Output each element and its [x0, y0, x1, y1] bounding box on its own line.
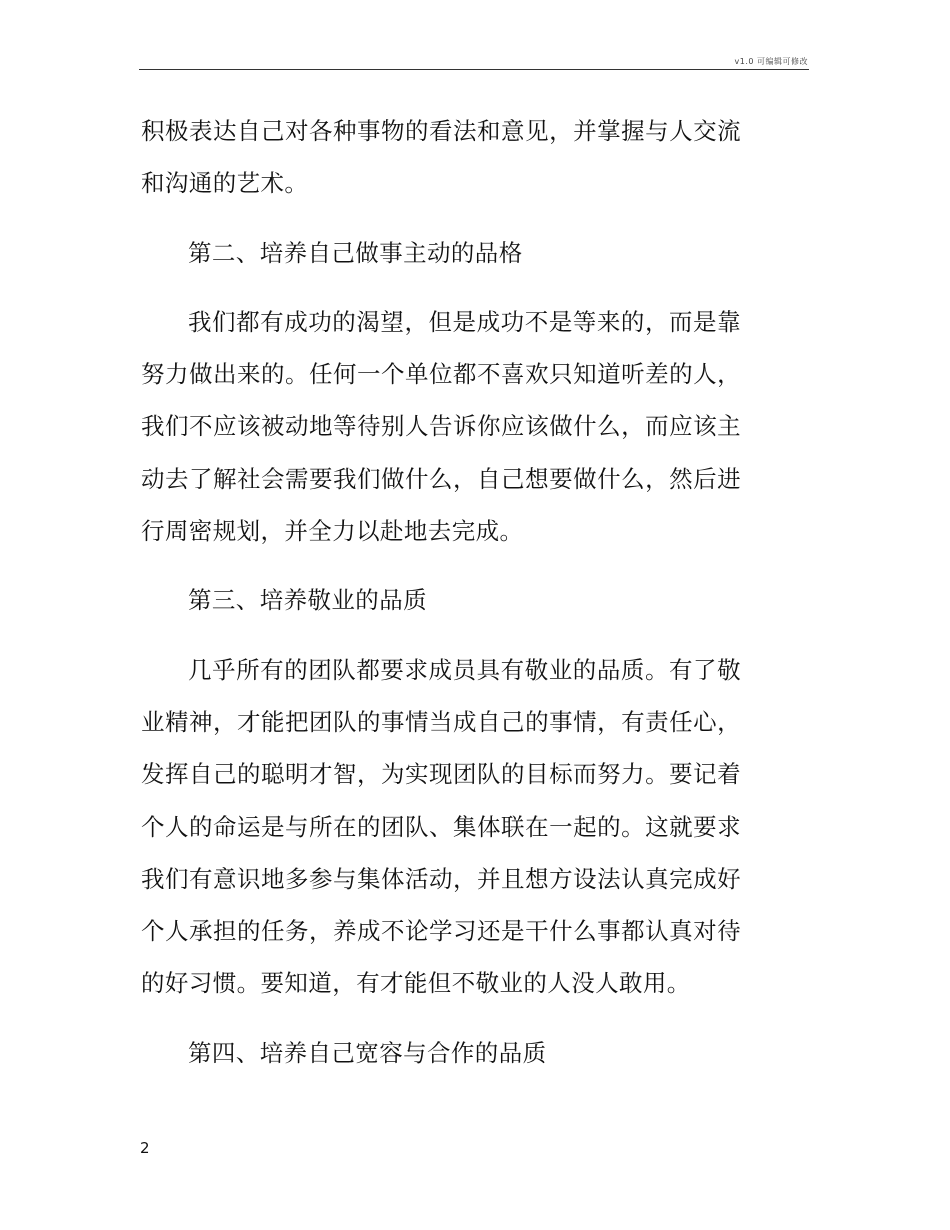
paragraph: 积极表达自己对各种事物的看法和意见，并掌握与人交流和沟通的艺术。	[141, 117, 741, 198]
section-heading: 第三、培养敬业的品质	[188, 586, 427, 615]
version-note: v1.0 可编辑可修改	[734, 57, 808, 66]
page-number: 2	[140, 1139, 150, 1157]
header-rule	[139, 69, 809, 70]
paragraph: 几乎所有的团队都要求成员具有敬业的品质。有了敬业精神，才能把团队的事情当成自己的事情，有责任心，发挥自己的聪明才智，为实现团队的目标而努力。要记着个人的命运是与所在的团队、集体联在一起的。这就要求我们有意识地多参与集体活动，并且想方设法认真完成好个人承担的任务，养成不论学习还是干什么事都认真对待的好习惯。要知道，有才能但不敬业的人没人敢用。	[141, 655, 741, 998]
section-heading: 第二、培养自己做事主动的品格	[188, 238, 523, 267]
body-text	[141, 105, 741, 1096]
paragraph: 我们都有成功的渴望，但是成功不是等来的，而是靠努力做出来的。任何一个单位都不喜欢只知道听差的人，我们不应该被动地等待别人告诉你应该做什么，而应该主动去了解社会需要我们做什么，自己想要做什么，然后进行周密规划，并全力以赴地去完成。	[141, 307, 741, 546]
section-heading: 第四、培养自己宽容与合作的品质	[188, 1038, 547, 1067]
